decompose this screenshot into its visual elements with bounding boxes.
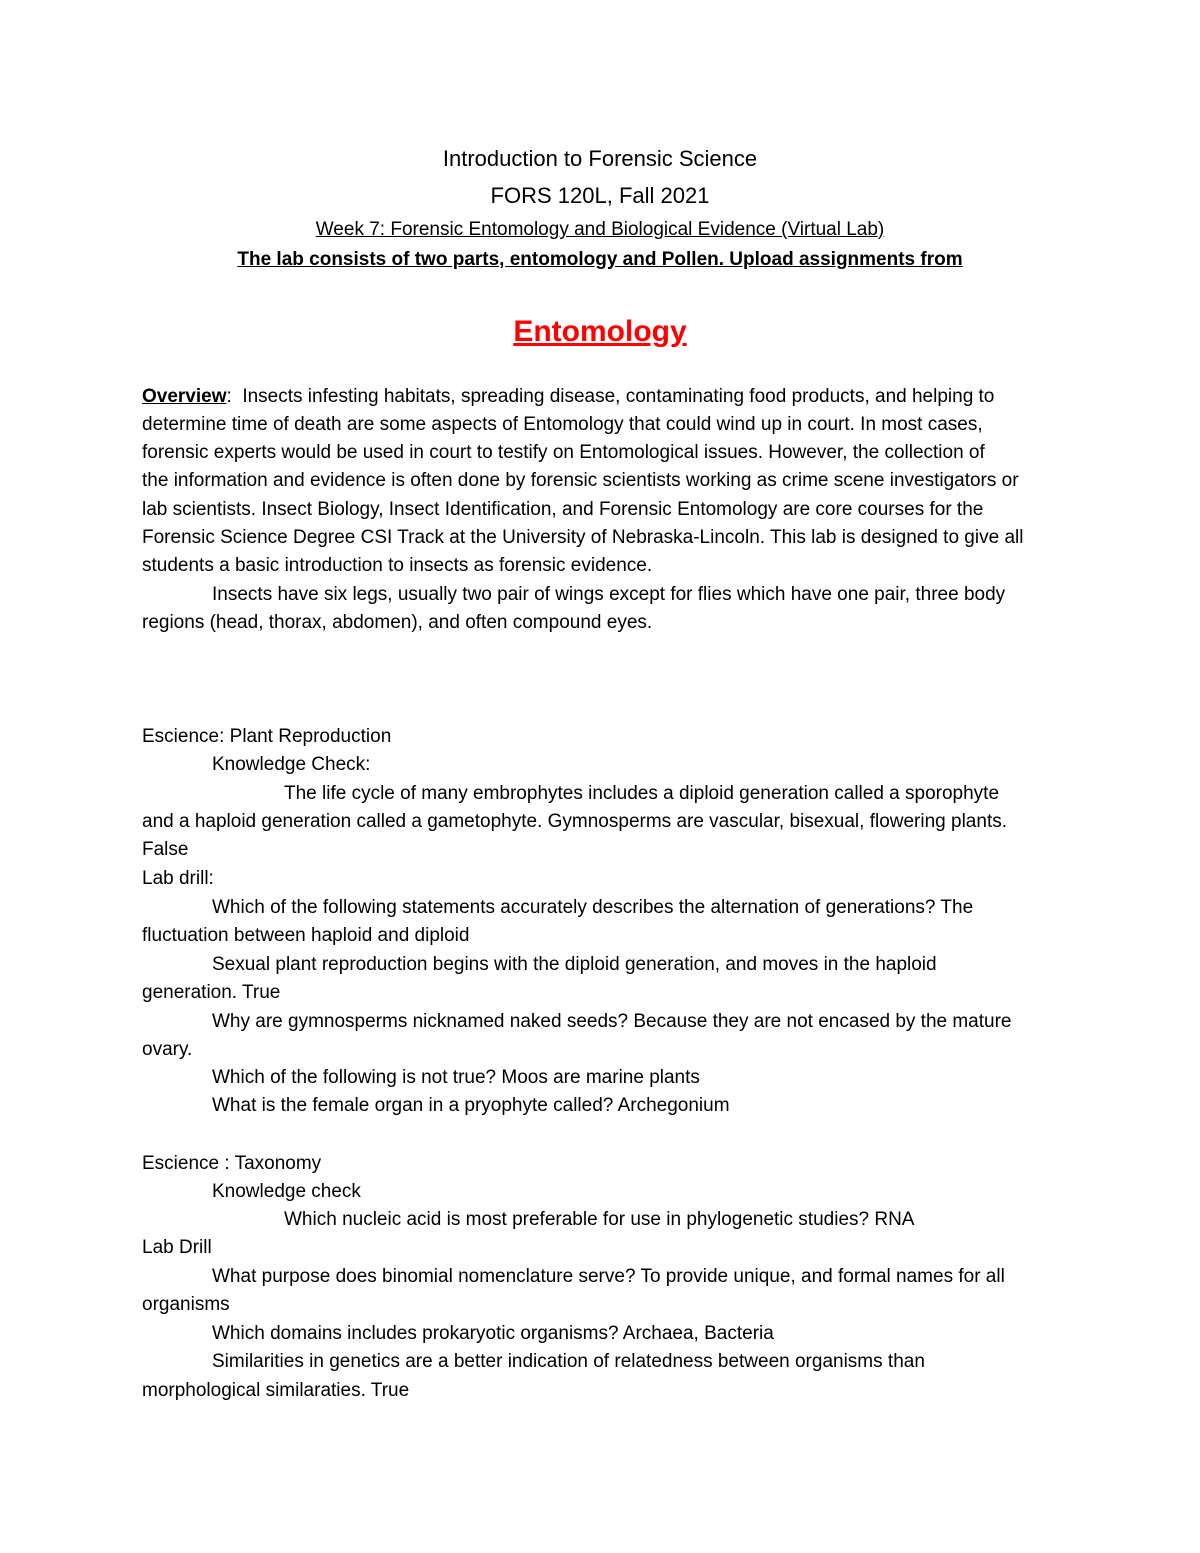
overview-line-1	[142, 383, 994, 411]
overview-line-2: determine time of death are some aspects of Entomology that could wind up in court. In most cases,	[142, 414, 983, 435]
overview-line-7: students a basic introduction to insects as forensic evidence.	[142, 555, 653, 576]
overview-line-6: Forensic Science Degree CSI Track at the University of Nebraska-Lincoln. This lab is designed to give all	[142, 527, 1024, 548]
overview-colon: :	[226, 386, 232, 407]
plant-drill-line-2: fluctuation between haploid and diploid	[142, 925, 470, 946]
plant-drill-line-5: Why are gymnosperms nicknamed naked seeds? Because they are not encased by the mature	[212, 1011, 1012, 1032]
overview-text: Insects infesting habitats, spreading disease, contaminating food products, and helping to	[231, 386, 995, 407]
course-code: FORS 120L, Fall 2021	[490, 183, 710, 208]
overview-para2-line-1: Insects have six legs, usually two pair of wings except for flies which have one pair, three body	[212, 584, 1006, 605]
week-title: Week 7: Forensic Entomology and Biological Evidence (Virtual Lab)	[315, 219, 885, 240]
overview-line-4: the information and evidence is often done by forensic scientists working as crime scene investigators or	[142, 470, 1019, 491]
taxonomy-drill-line-1: What purpose does binomial nomenclature serve? To provide unique, and formal names for all	[212, 1266, 1005, 1287]
taxonomy-lab-drill-label: Lab Drill	[142, 1237, 212, 1258]
plant-reproduction-heading: Escience: Plant Reproduction	[142, 726, 392, 747]
overview-line-5: lab scientists. Insect Biology, Insect Identification, and Forensic Entomology are core courses for the	[142, 499, 984, 520]
taxonomy-heading: Escience : Taxonomy	[142, 1153, 322, 1174]
plant-drill-line-6: ovary.	[142, 1039, 193, 1060]
plant-drill-line-7: Which of the following is not true? Moos are marine plants	[212, 1067, 700, 1088]
plant-lab-drill-label: Lab drill:	[142, 868, 214, 889]
plant-knowledge-check-line-2: and a haploid generation called a gametophyte. Gymnosperms are vascular, bisexual, flowering plants.	[142, 811, 1008, 832]
taxonomy-drill-line-3: Which domains includes prokaryotic organisms? Archaea, Bacteria	[212, 1323, 774, 1344]
taxonomy-knowledge-check-label: Knowledge check	[212, 1181, 361, 1202]
overview-line-3: forensic experts would be used in court to testify on Entomological issues. However, the collection of	[142, 442, 985, 463]
taxonomy-drill-line-5: morphological similaraties. True	[142, 1380, 410, 1401]
section-title: Entomology	[513, 315, 687, 348]
lab-note: The lab consists of two parts, entomology and Pollen. Upload assignments from	[237, 249, 963, 270]
overview-label: Overview	[142, 386, 227, 407]
plant-knowledge-check-label: Knowledge Check:	[212, 754, 371, 775]
taxonomy-knowledge-check-line: Which nucleic acid is most preferable for use in phylogenetic studies? RNA	[284, 1209, 915, 1230]
overview-para2-line-2: regions (head, thorax, abdomen), and often compound eyes.	[142, 612, 653, 633]
plant-drill-line-4: generation. True	[142, 982, 281, 1003]
plant-knowledge-check-line-1: The life cycle of many embrophytes includes a diploid generation called a sporophyte	[284, 783, 1000, 804]
plant-drill-line-8: What is the female organ in a pryophyte called? Archegonium	[212, 1095, 730, 1116]
taxonomy-drill-line-2: organisms	[142, 1294, 230, 1315]
taxonomy-drill-line-4: Similarities in genetics are a better indication of relatedness between organisms than	[212, 1351, 925, 1372]
plant-drill-line-1: Which of the following statements accurately describes the alternation of generations? The	[212, 897, 974, 918]
course-title: Introduction to Forensic Science	[442, 146, 758, 171]
plant-drill-line-3: Sexual plant reproduction begins with the diploid generation, and moves in the haploid	[212, 954, 937, 975]
plant-knowledge-check-answer: False	[142, 839, 189, 860]
